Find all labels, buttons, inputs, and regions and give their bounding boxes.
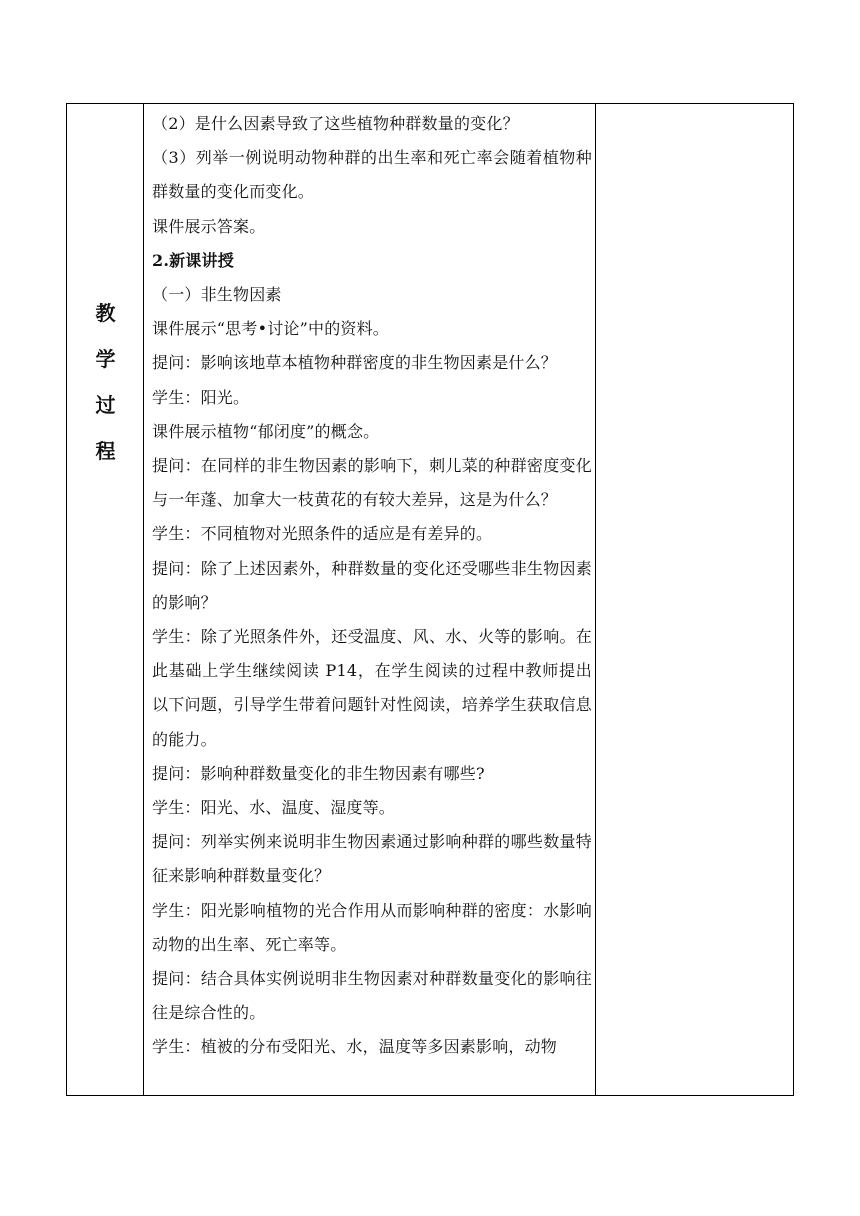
content-paragraph: 提问：影响种群数量变化的非生物因素有哪些? bbox=[152, 763, 485, 783]
content-paragraph: 课件展示植物“郁闭度”的概念。 bbox=[152, 421, 380, 441]
content-paragraph: 课件展示“思考•讨论”中的资料。 bbox=[152, 319, 389, 339]
section-column bbox=[67, 104, 144, 1095]
content-paragraph: （3）列举一例说明动物种群的出生率和死亡率会随着植物种群数量的变化而变化。 bbox=[152, 148, 592, 202]
content-paragraph: 提问：列举实例来说明非生物因素通过影响种群的哪些数量特征来影响种群数量变化？ bbox=[152, 832, 592, 886]
section-heading: 2.新课讲授 bbox=[152, 250, 234, 270]
content-paragraph: 学生：植被的分布受阳光、水，温度等多因素影响，动物 bbox=[152, 1037, 558, 1057]
content-paragraph: （2）是什么因素导致了这些植物种群数量的变化？ bbox=[152, 114, 519, 133]
section-label-char: 程 bbox=[95, 439, 116, 463]
process-content bbox=[152, 107, 592, 1065]
section-label bbox=[67, 290, 144, 474]
content-paragraph: 学生：阳光影响植物的光合作用从而影响种群的密度：水影响动物的出生率、死亡率等。 bbox=[152, 900, 592, 954]
content-paragraph: 学生：阳光、水、温度、湿度等。 bbox=[152, 798, 396, 818]
content-paragraph: （一）非生物因素 bbox=[152, 285, 282, 305]
section-label-char: 教 bbox=[95, 301, 116, 325]
section-label-char: 过 bbox=[95, 393, 116, 417]
content-paragraph: 学生：不同植物对光照条件的适应是有差异的。 bbox=[152, 524, 493, 544]
column-divider bbox=[595, 104, 596, 1095]
content-paragraph: 学生：阳光。 bbox=[152, 387, 250, 407]
content-paragraph: 课件展示答案。 bbox=[152, 216, 266, 236]
content-paragraph: 学生：除了光照条件外，还受温度、风、水、火等的影响。在此基础上学生继续阅读 P14，在学生阅读的过程中教师提出以下问题，引导学生带着问题针对性阅读，培养学生获取信息的能力。 bbox=[152, 627, 592, 749]
content-paragraph: 提问：除了上述因素外，种群数量的变化还受哪些非生物因素的影响？ bbox=[152, 558, 592, 612]
content-paragraph: 提问：结合具体实例说明非生物因素对种群数量变化的影响往往是综合性的。 bbox=[152, 969, 592, 1023]
content-paragraph: 提问：在同样的非生物因素的影响下，刺儿菜的种群密度变化与一年蓬、加拿大一枝黄花的有较大差异，这是为什么？ bbox=[152, 456, 592, 510]
lesson-table bbox=[66, 103, 794, 1096]
content-paragraph: 提问：影响该地草本植物种群密度的非生物因素是什么？ bbox=[152, 353, 558, 373]
section-label-char: 学 bbox=[95, 347, 116, 371]
